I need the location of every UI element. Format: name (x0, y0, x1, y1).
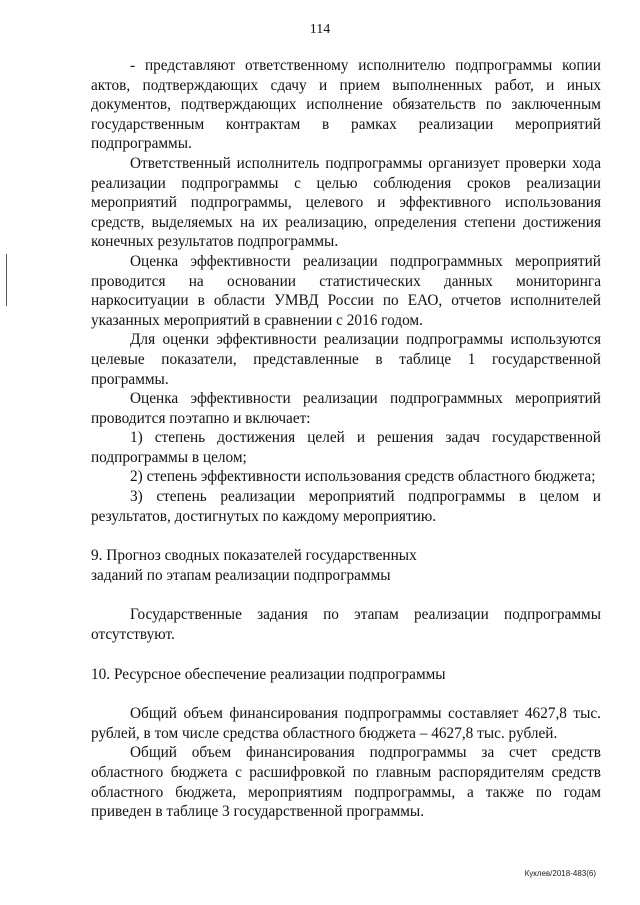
margin-mark (6, 254, 7, 306)
paragraph-evaluation-stages: Оценка эффективности реализации подпрограммных мероприятий проводится поэтапно и включает: (91, 390, 601, 427)
spacer (91, 526, 601, 546)
section-10-paragraph-total: Общий объем финансирования подпрограммы составляет 4627,8 тыс. рублей, в том числе средства областного бюджета – 4627,8 тыс. рублей. (91, 705, 601, 742)
paragraph-target-indicators: Для оценки эффективности реализации подпрограммы используются целевые показатели, представленные в таблице 1 государственной программы. (91, 331, 601, 388)
page-number: 114 (309, 22, 331, 37)
list-item-1: 1) степень достижения целей и решения задач государственной подпрограммы в целом; (91, 429, 601, 466)
list-item-2: 2) степень эффективности использования средств областного бюджета; (130, 468, 596, 486)
section-9-text: Государственные задания по этапам реализации подпрограммы отсутствуют. (91, 606, 601, 644)
spacer (91, 585, 601, 605)
section-10-heading: 10. Ресурсное обеспечение реализации подпрограммы (91, 665, 446, 683)
spacer (91, 645, 601, 665)
footer-document-code: Куклев/2018-483(6) (524, 869, 596, 878)
spacer (91, 684, 601, 704)
section-9-heading-line-1: 9. Прогноз сводных показателей государственных (91, 547, 417, 565)
paragraph-inspections: Ответственный исполнитель подпрограммы организует проверки хода реализации подпрограммы с целью соблюдения сроков реализации мероприятий подпрограммы, целевого и эффективного использования средств, выделяемых на их реализацию, определения степени достижения конечных результатов подпрограммы. (91, 154, 601, 251)
list-item-3: 3) степень реализации мероприятий подпрограммы в целом и результатов, достигнутых по каждому мероприятию. (91, 488, 601, 525)
paragraph-submission-list-item: - представляют ответственному исполнителю подпрограммы копии актов, подтверждающих сдачу и прием выполненных работ, и иных документов, подтверждающих исполнение обязательств по заключенным государственным контрактам в рамках реализации мероприятий подпрограммы. (91, 57, 601, 153)
section-9-heading-line-2: заданий по этапам реализации подпрограммы (91, 566, 391, 584)
section-10-paragraph-breakdown: Общий объем финансирования подпрограммы за счет средств областного бюджета с расшифровкой по главным распорядителям средств областного бюджета, мероприятиям подпрограммы, а также по годам приведен в таблице 3 государственной программы. (91, 744, 601, 821)
paragraph-efficiency-evaluation: Оценка эффективности реализации подпрограммных мероприятий проводится на основании статистических данных мониторинга наркоситуации в области УМВД России по ЕАО, отчетов исполнителей указанных мероприятий в сравнении с 2016 годом. (91, 252, 601, 329)
document-body (91, 56, 601, 822)
